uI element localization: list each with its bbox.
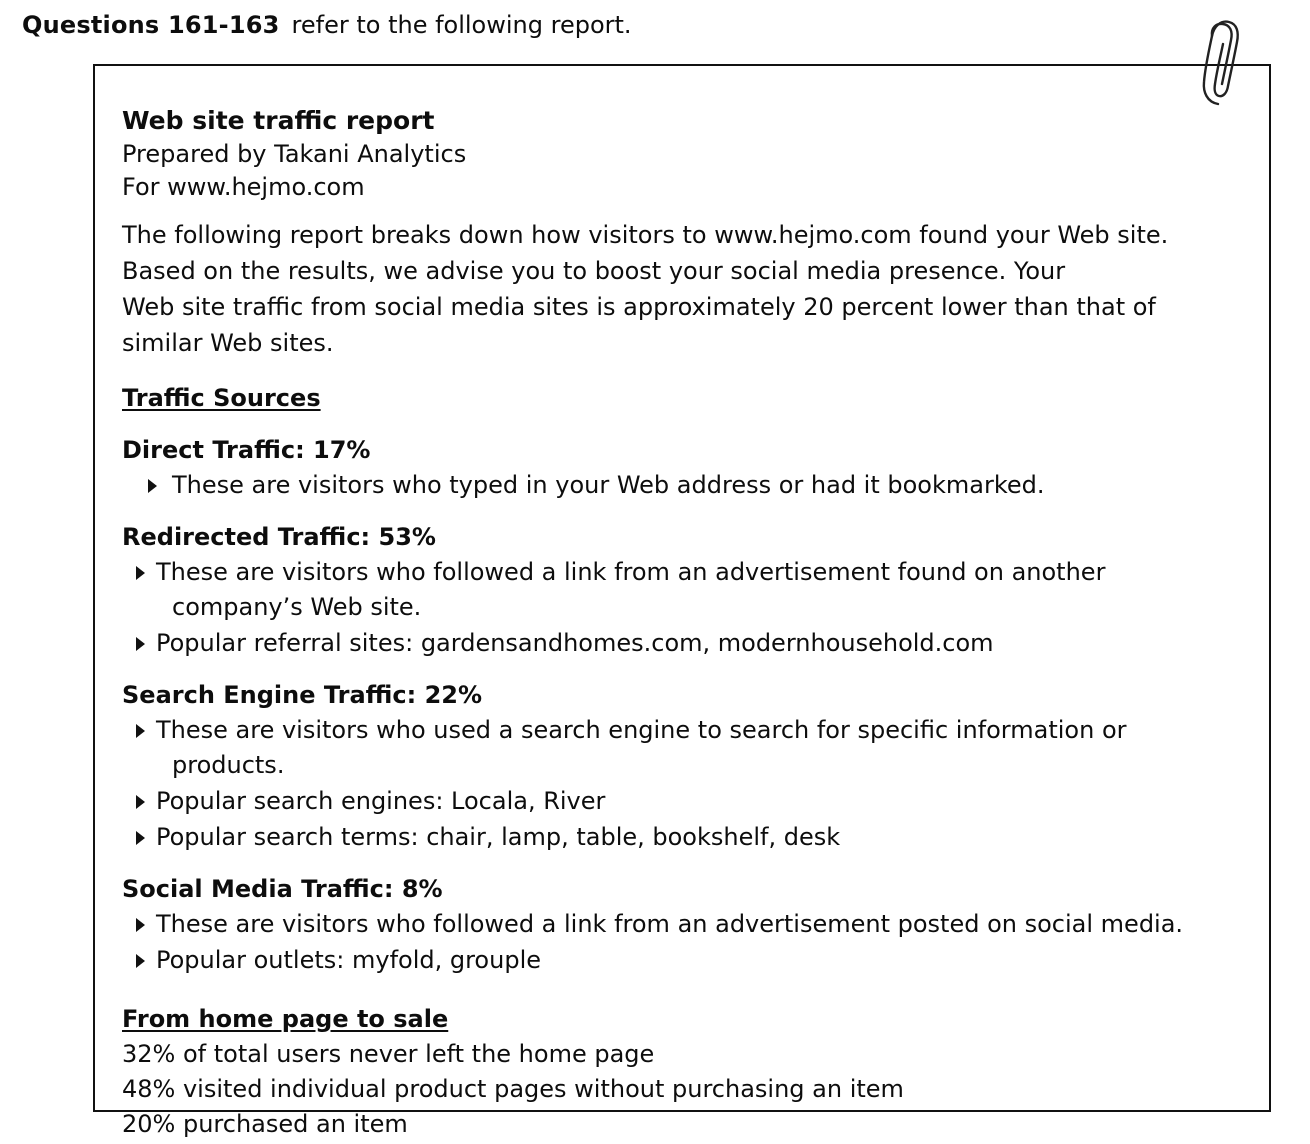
bullet-text-cont: products. [172, 751, 285, 779]
intro-line-1: The following report breaks down how visitors to www.hejmo.com found your Web site. [122, 221, 1169, 249]
intro-line-3: Web site traffic from social media sites is approximately 20 percent lower than that of [122, 293, 1156, 321]
triangle-bullet-icon [136, 831, 145, 845]
bullet-text-cont: company’s Web site. [172, 593, 422, 621]
triangle-bullet-icon [136, 724, 145, 738]
triangle-bullet-icon [148, 479, 157, 493]
bullet-text: Popular outlets: myfold, grouple [156, 946, 541, 974]
report-for-site: For www.hejmo.com [122, 173, 365, 201]
category-label-redirected: Redirected Traffic: 53% [122, 523, 436, 551]
category-label-social-media: Social Media Traffic: 8% [122, 875, 443, 903]
intro-line-2: Based on the results, we advise you to boost your social media presence. Your [122, 257, 1066, 285]
bullet-list-social-media [122, 907, 1262, 978]
list-item [122, 713, 1262, 783]
question-header [22, 10, 632, 40]
from-home-page-heading: From home page to sale [122, 1005, 449, 1033]
bullet-text: These are visitors who used a search engine to search for specific information or [156, 716, 1127, 744]
footer-line-2: 48% visited individual product pages without purchasing an item [122, 1075, 904, 1103]
bullet-text: These are visitors who followed a link from an advertisement found on another [156, 558, 1106, 586]
report-intro-paragraph [122, 217, 1252, 361]
bullet-text: These are visitors who followed a link from an advertisement posted on social media. [156, 910, 1184, 938]
list-item [122, 943, 1262, 978]
triangle-bullet-icon [136, 566, 145, 580]
question-number-label: Questions 161-163 [22, 11, 280, 39]
list-item [122, 626, 1262, 661]
bullet-text: Popular search engines: Locala, River [156, 787, 606, 815]
bullet-list-search-engine [122, 713, 1262, 855]
triangle-bullet-icon [136, 637, 145, 651]
triangle-bullet-icon [136, 954, 145, 968]
list-item [122, 784, 1262, 819]
category-label-direct: Direct Traffic: 17% [122, 436, 371, 464]
footer-line-1: 32% of total users never left the home page [122, 1040, 655, 1068]
bullet-text: Popular referral sites: gardensandhomes.com, modernhousehold.com [156, 629, 994, 657]
list-item [122, 555, 1262, 625]
intro-line-4: similar Web sites. [122, 329, 334, 357]
bullet-text: These are visitors who typed in your Web address or had it bookmarked. [172, 471, 1045, 499]
report-title: Web site traffic report [122, 106, 435, 135]
list-item [122, 820, 1262, 855]
bullet-text: Popular search terms: chair, lamp, table, bookshelf, desk [156, 823, 841, 851]
question-header-rest: refer to the following report. [291, 11, 632, 39]
triangle-bullet-icon [136, 918, 145, 932]
triangle-bullet-icon [136, 795, 145, 809]
bullet-list-direct [122, 468, 1262, 503]
list-item [122, 907, 1262, 942]
traffic-sources-heading: Traffic Sources [122, 384, 321, 412]
list-item [122, 468, 1262, 503]
bullet-list-redirected [122, 555, 1262, 661]
report-prepared-by: Prepared by Takani Analytics [122, 140, 467, 168]
report-content [122, 104, 1262, 1142]
footer-line-3: 20% purchased an item [122, 1110, 408, 1138]
category-label-search-engine: Search Engine Traffic: 22% [122, 681, 483, 709]
